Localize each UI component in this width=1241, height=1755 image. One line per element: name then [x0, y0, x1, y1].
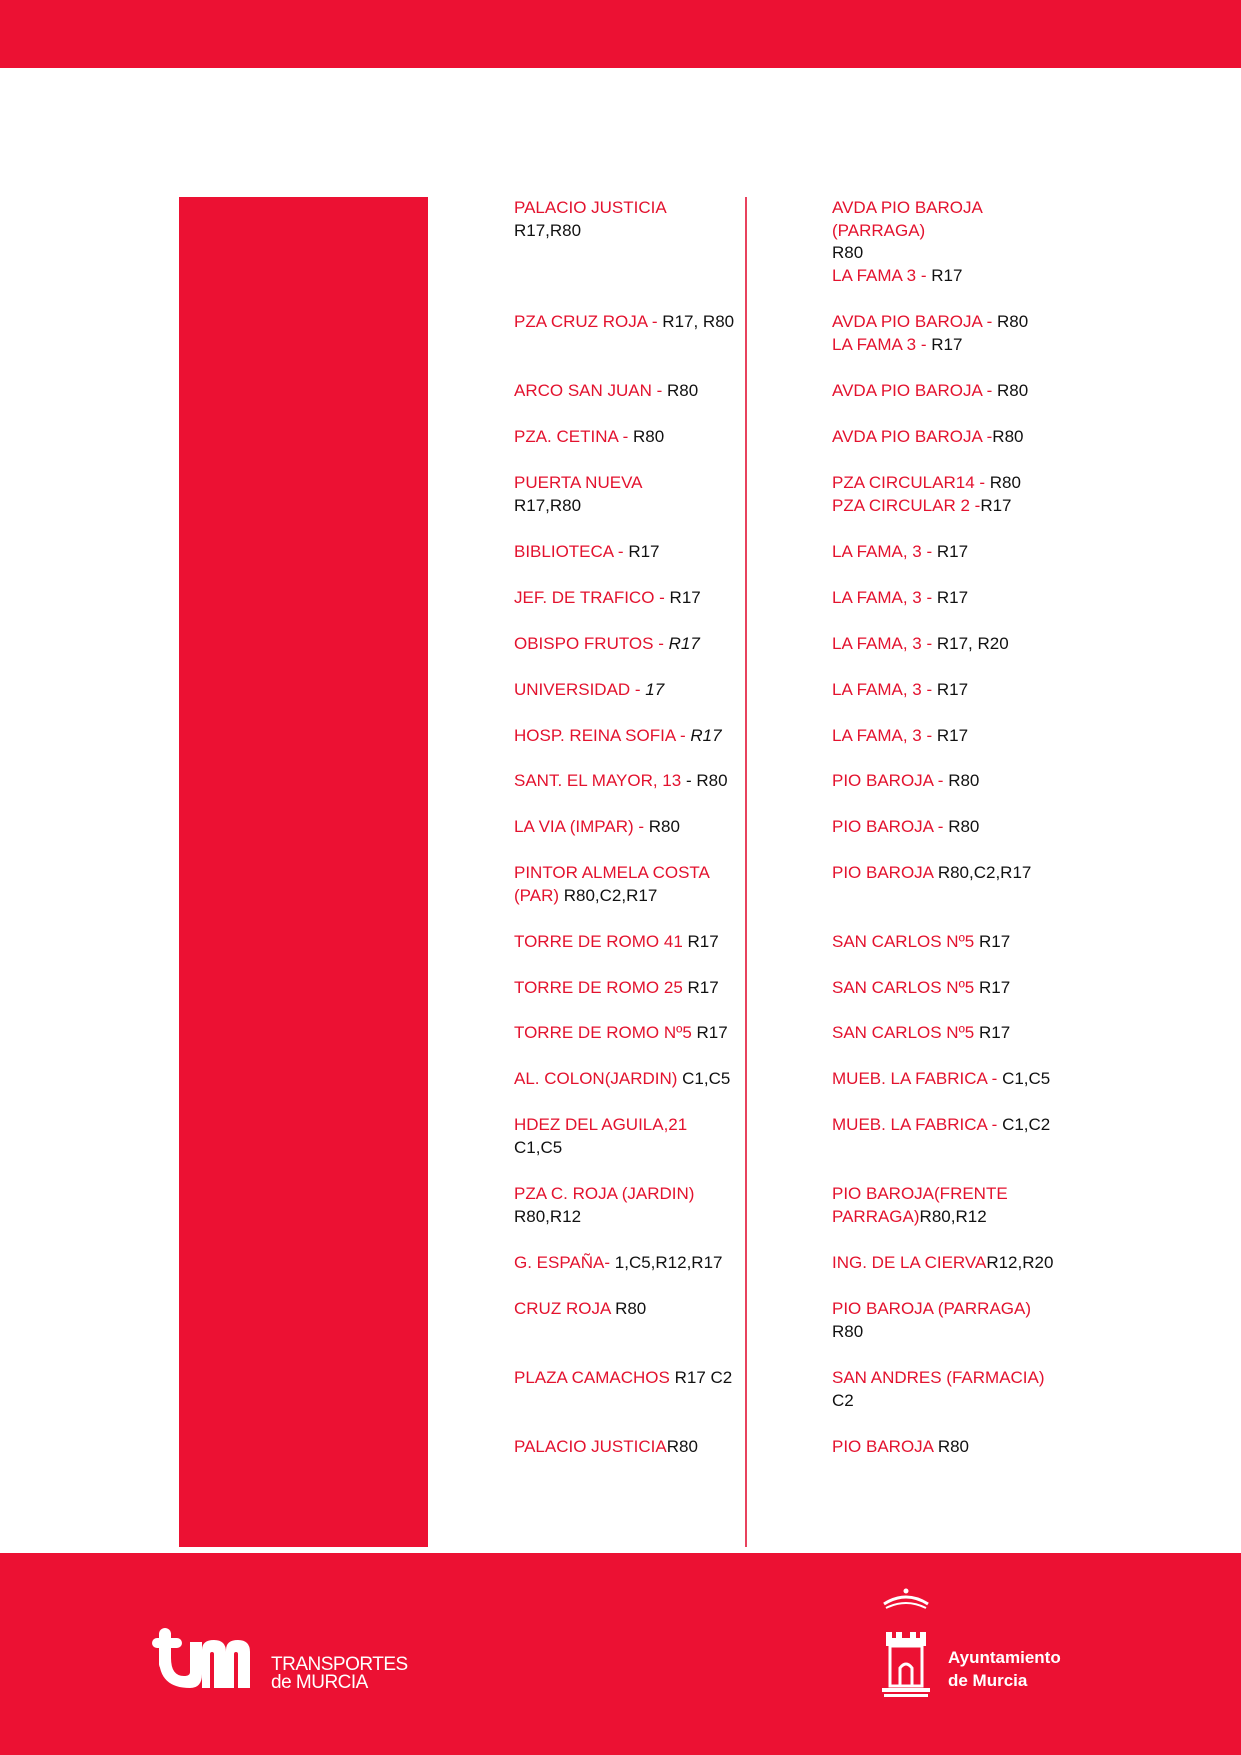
stop-entry: [514, 472, 754, 517]
stop-line: [514, 472, 754, 495]
stop-name: SAN CARLOS Nº5: [832, 1023, 979, 1042]
stop-name: PZA CIRCULAR 2 -: [832, 495, 981, 515]
stop-entry: [514, 1114, 754, 1159]
stop-name: AL. COLON(JARDIN): [514, 1069, 683, 1088]
route-codes: R17: [936, 542, 969, 561]
stop-line: [514, 1114, 754, 1137]
stop-entry: [832, 725, 1072, 748]
route-codes: 17: [645, 680, 665, 699]
stop-entry: [514, 633, 754, 656]
stop-entry: [514, 816, 754, 839]
route-codes: R80: [615, 1299, 647, 1318]
route-codes: R17: [936, 726, 969, 745]
route-codes: R17 C2: [674, 1368, 733, 1387]
route-codes: C2: [832, 1390, 854, 1410]
stop-name: OBISPO FRUTOS -: [514, 634, 669, 653]
stop-entry: [832, 1436, 1072, 1459]
route-codes: R80,C2,R17: [563, 885, 658, 905]
stop-line: [832, 1367, 1072, 1390]
stop-name: JEF. DE TRAFICO -: [514, 588, 670, 607]
stop-line: [832, 1206, 1072, 1229]
route-codes: C1,C5: [1002, 1069, 1051, 1088]
stop-line: [832, 541, 1072, 564]
stop-name: AVDA PIO BAROJA -: [832, 312, 998, 331]
stop-entry: [832, 977, 1072, 1000]
stop-entry: [514, 862, 754, 907]
stop-name: HOSP. REINA SOFIA -: [514, 726, 691, 745]
route-codes: R17: [696, 1023, 728, 1042]
route-codes: R17: [931, 334, 963, 354]
route-codes: C1,C2: [1002, 1115, 1051, 1134]
stop-name: PIO BAROJA(FRENTE: [832, 1184, 1008, 1203]
route-codes: R80: [832, 1321, 864, 1341]
stop-name: PUERTA NUEVA: [514, 473, 643, 492]
stop-line: [514, 885, 754, 908]
stop-entry: [832, 587, 1072, 610]
stop-entry: [514, 380, 754, 403]
route-codes: R80: [633, 427, 665, 446]
route-codes: R17: [978, 1023, 1011, 1042]
stop-entry: [832, 1114, 1072, 1137]
coat-of-arms-icon: [878, 1588, 934, 1705]
stop-line: [832, 725, 1072, 748]
stop-name: PLAZA CAMACHOS: [514, 1368, 675, 1387]
stop-line: [514, 541, 754, 564]
stop-line: [514, 679, 754, 702]
stop-name: TORRE DE ROMO Nº5: [514, 1023, 697, 1042]
stop-name: SAN ANDRES (FARMACIA): [832, 1368, 1045, 1387]
route-codes: R17,R80: [514, 495, 582, 515]
route-codes: R17, R80: [662, 312, 735, 331]
stop-name: LA FAMA, 3 -: [832, 542, 937, 561]
stop-name: AVDA PIO BAROJA: [832, 198, 983, 217]
stop-name: PIO BAROJA -: [832, 771, 949, 790]
route-codes: R80: [948, 771, 980, 790]
stop-line: [514, 1206, 754, 1229]
stop-name: TORRE DE ROMO 25: [514, 978, 688, 997]
stop-line: [514, 770, 754, 793]
stop-name: LA FAMA 3 -: [832, 265, 932, 285]
stop-line: [832, 679, 1072, 702]
route-codes: R80: [937, 1437, 969, 1456]
stop-line: [514, 931, 754, 954]
stop-name: G. ESPAÑA-: [514, 1253, 615, 1272]
stop-entry: [832, 1068, 1072, 1091]
stop-line: [514, 1022, 754, 1045]
stop-entry: [832, 380, 1072, 403]
stop-line: [514, 220, 754, 243]
stop-line: [514, 816, 754, 839]
route-codes: R17: [690, 726, 722, 745]
stop-line: [832, 1436, 1072, 1459]
route-codes: C1,C5: [514, 1137, 563, 1157]
route-codes: R17,R80: [514, 220, 582, 240]
stop-name: LA FAMA 3 -: [832, 334, 932, 354]
stop-entry: [832, 197, 1072, 287]
route-codes: R17: [978, 932, 1011, 951]
stop-line: [514, 1367, 754, 1390]
stop-name: UNIVERSIDAD -: [514, 680, 646, 699]
stop-name: BIBLIOTECA -: [514, 542, 629, 561]
stop-entry: [514, 725, 754, 748]
stop-name: MUEB. LA FABRICA -: [832, 1115, 1003, 1134]
route-codes: R17: [936, 588, 969, 607]
tm-line-2: de MURCIA: [271, 1672, 368, 1693]
stop-name: PZA C. ROJA (JARDIN): [514, 1184, 695, 1203]
route-codes: R80: [948, 817, 980, 836]
stop-entry: [832, 472, 1072, 517]
stop-entry: [832, 816, 1072, 839]
stop-name: SANT. EL MAYOR, 13: [514, 771, 682, 790]
stop-line: [514, 426, 754, 449]
route-codes: R17: [931, 265, 963, 285]
stop-name: SAN CARLOS Nº5: [832, 932, 979, 951]
route-codes: R80,R12: [919, 1206, 987, 1226]
route-codes: R12,R20: [986, 1253, 1054, 1272]
stop-entry: [832, 1367, 1072, 1412]
stop-name: ARCO SAN JUAN -: [514, 381, 668, 400]
stop-entry: [832, 1298, 1072, 1343]
ayto-line-2: de Murcia: [948, 1671, 1028, 1690]
stop-line: [832, 1390, 1072, 1413]
stop-line: [832, 1183, 1072, 1206]
route-codes: C1,C5: [682, 1069, 731, 1088]
stop-name: (PARRAGA): [832, 220, 926, 240]
route-codes: R80,C2,R17: [937, 863, 1032, 882]
route-codes: R80: [992, 427, 1024, 446]
stop-entry: [832, 679, 1072, 702]
stop-name: (PAR): [514, 885, 564, 905]
stop-entry: [514, 426, 754, 449]
stop-entry: [514, 770, 754, 793]
route-codes: R17: [978, 978, 1011, 997]
stop-line: [832, 1114, 1072, 1137]
stop-entry: [832, 1022, 1072, 1045]
stop-name: LA FAMA, 3 -: [832, 588, 937, 607]
stop-line: [832, 1252, 1072, 1275]
stop-line: [832, 587, 1072, 610]
stop-name: MUEB. LA FABRICA -: [832, 1069, 1003, 1088]
stop-line: [832, 426, 1072, 449]
stop-line: [832, 1068, 1072, 1091]
transportes-de-murcia-text: [271, 1656, 408, 1692]
tm-logo-mark: [150, 1628, 268, 1690]
stop-entry: [514, 1068, 754, 1091]
route-codes: R17: [628, 542, 660, 561]
stop-line: [832, 334, 1072, 357]
stop-line: [832, 633, 1072, 656]
stop-line: [832, 931, 1072, 954]
stop-line: [832, 862, 1072, 885]
tm-line-1: TRANSPORTES: [271, 1654, 408, 1675]
stop-line: [514, 1183, 754, 1206]
stop-line: [514, 1298, 754, 1321]
stop-name: PIO BAROJA -: [832, 817, 949, 836]
stop-line: [514, 380, 754, 403]
stop-line: [832, 977, 1072, 1000]
stop-line: [832, 197, 1072, 220]
stop-name: LA FAMA, 3 -: [832, 680, 937, 699]
stop-line: [832, 220, 1072, 243]
route-codes: R17: [936, 680, 969, 699]
route-codes: R80: [832, 243, 864, 262]
stop-entry: [514, 977, 754, 1000]
stop-name: PARRAGA): [832, 1206, 920, 1226]
stop-line: [514, 1137, 754, 1160]
stop-name: LA VIA (IMPAR) -: [514, 817, 649, 836]
stop-name: PZA. CETINA -: [514, 427, 634, 446]
stop-entry: [832, 426, 1072, 449]
stop-name: CRUZ ROJA: [514, 1299, 616, 1318]
stop-name: PIO BAROJA (PARRAGA): [832, 1299, 1032, 1318]
stop-line: [832, 495, 1072, 518]
stop-entry: [514, 931, 754, 954]
stop-name: HDEZ DEL AGUILA,21: [514, 1115, 688, 1134]
route-codes: R80: [989, 473, 1021, 492]
stop-entry: [514, 587, 754, 610]
stop-name: PIO BAROJA: [832, 1437, 938, 1456]
stop-line: [832, 265, 1072, 288]
stop-entry: [514, 311, 754, 334]
stop-name: PALACIO JUSTICIA: [514, 198, 667, 217]
stop-line: [832, 311, 1072, 334]
stop-entry: [514, 1298, 754, 1321]
stop-name: TORRE DE ROMO 41: [514, 932, 688, 951]
stop-name: AVDA PIO BAROJA -: [832, 381, 998, 400]
stop-line: [514, 862, 754, 885]
stop-entry: [832, 633, 1072, 656]
ayto-line-1: Ayuntamiento: [948, 1648, 1061, 1667]
route-codes: R17: [687, 932, 719, 951]
stop-line: [514, 587, 754, 610]
route-codes: R80: [997, 312, 1029, 331]
stop-name: LA FAMA, 3 -: [832, 634, 937, 653]
stop-line: [514, 633, 754, 656]
stop-line: [514, 1436, 754, 1459]
stop-name: ING. DE LA CIERVA: [832, 1253, 987, 1272]
route-codes: R17: [980, 495, 1012, 515]
route-codes: R80: [997, 381, 1029, 400]
stop-line: [514, 1068, 754, 1091]
stop-entry: [832, 770, 1072, 793]
stop-entry: [514, 1022, 754, 1045]
stop-line: [832, 242, 1072, 265]
tm-logo: [150, 1628, 268, 1695]
stop-name: PIO BAROJA: [832, 863, 938, 882]
ayuntamiento-text: [948, 1646, 1061, 1692]
stop-entry: [514, 679, 754, 702]
stop-name: PZA CIRCULAR14 -: [832, 473, 990, 492]
side-red-panel: [179, 197, 428, 1547]
stop-entry: [832, 1252, 1072, 1275]
route-codes: R17: [687, 978, 719, 997]
stop-name: PINTOR ALMELA COSTA: [514, 863, 710, 882]
route-codes: R80: [667, 381, 699, 400]
top-red-band: [0, 0, 1241, 68]
stop-line: [832, 816, 1072, 839]
route-codes: R80,R12: [514, 1206, 582, 1226]
route-codes: R17: [669, 588, 701, 607]
stop-name: PZA CRUZ ROJA -: [514, 312, 663, 331]
stop-line: [832, 1022, 1072, 1045]
stop-name: SAN CARLOS Nº5: [832, 978, 979, 997]
stop-line: [514, 311, 754, 334]
stop-entry: [832, 541, 1072, 564]
route-codes: R17, R20: [936, 634, 1009, 653]
stop-line: [832, 1321, 1072, 1344]
stop-name: PALACIO JUSTICIA: [514, 1437, 667, 1456]
stop-line: [514, 495, 754, 518]
stop-entry: [514, 541, 754, 564]
route-codes: R80: [648, 817, 680, 836]
stop-line: [514, 977, 754, 1000]
stop-line: [514, 1252, 754, 1275]
stop-entry: [514, 1183, 754, 1228]
stop-line: [832, 1298, 1072, 1321]
stop-entry: [514, 1367, 754, 1390]
route-codes: - R80: [681, 771, 728, 790]
stop-line: [514, 197, 754, 220]
stop-line: [832, 472, 1072, 495]
stop-entry: [832, 931, 1072, 954]
stop-name: AVDA PIO BAROJA -: [832, 427, 993, 446]
stop-line: [514, 725, 754, 748]
route-codes: R17: [668, 634, 700, 653]
stop-entry: [832, 311, 1072, 356]
stop-entry: [514, 1252, 754, 1275]
stop-line: [832, 770, 1072, 793]
stop-name: LA FAMA, 3 -: [832, 726, 937, 745]
stop-line: [832, 380, 1072, 403]
stop-entry: [832, 1183, 1072, 1228]
route-codes: 1,C5,R12,R17: [614, 1253, 723, 1272]
stop-entry: [514, 197, 754, 242]
stop-entry: [514, 1436, 754, 1459]
route-codes: R80: [666, 1437, 698, 1456]
stop-entry: [832, 862, 1072, 885]
